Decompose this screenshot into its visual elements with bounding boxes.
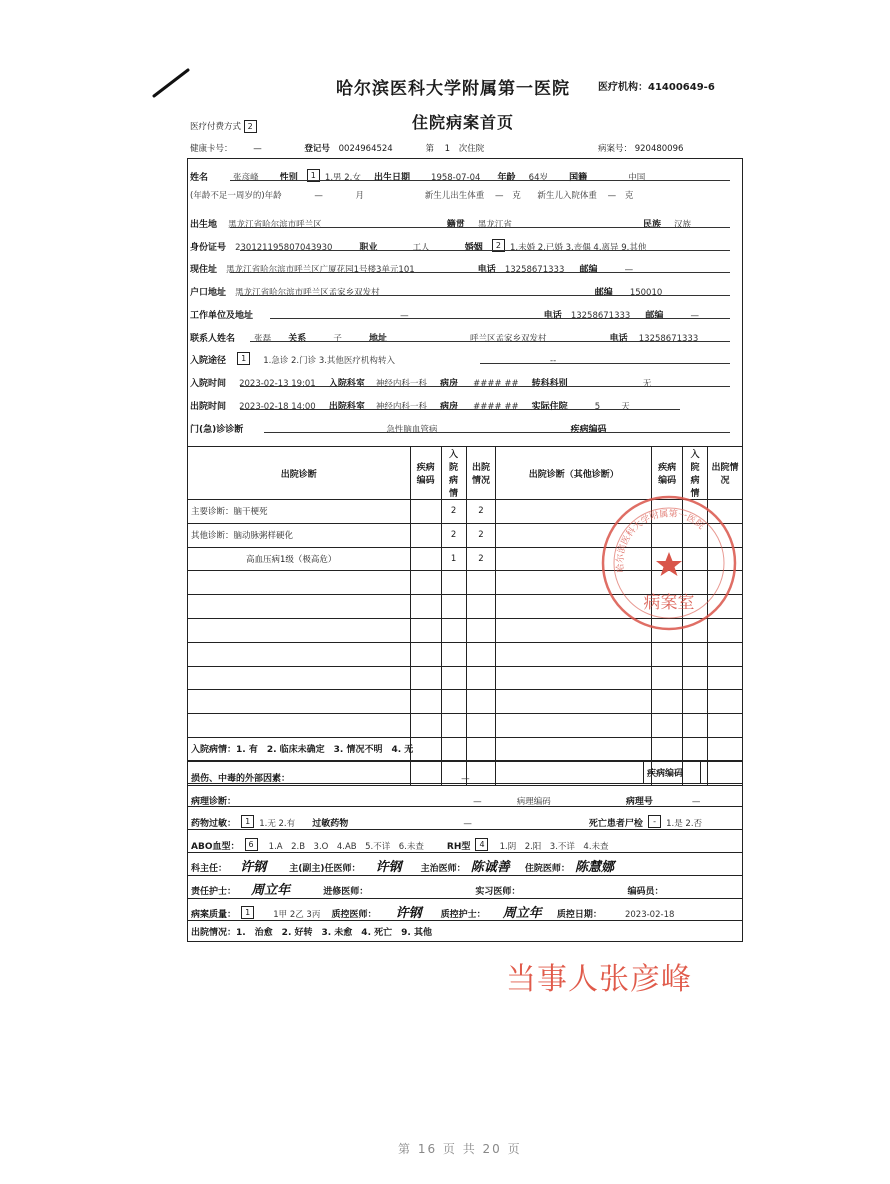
row-birthplace: 出生地 黑龙江省哈尔滨市呼兰区 籍贯 黑龙江省 民族 汉族 (190, 220, 692, 230)
form-title: 住院病案首页 (412, 113, 515, 132)
table-header: 出院诊断 疾病编码 入院病情 出院情况 出院诊断（其他诊断） 疾病编码 入院病情 出院情况 (188, 447, 743, 500)
table-row (188, 666, 743, 690)
row-contact: 联系人姓名 张磊 关系 子 地址 呼兰区孟家乡双发村 电话 13258671333 (190, 334, 699, 344)
row-clinic-diag: 门(急)诊诊断 急性脑血管病 疾病编码 (190, 425, 607, 435)
stamp-center-text: 病案室 (643, 593, 695, 613)
row-work: 工作单位及地址 — 电话 13258671333 邮编 — (190, 311, 700, 321)
row-quality: 病案质量： 1 1甲 2乙 3丙 质控医师： 许钢 质控护士： 周立年 质控日期： 2023-02-18 (191, 906, 675, 921)
row-injury: 损伤、中毒的外部因素： — (191, 774, 470, 784)
row-hukou: 户口地址 黑龙江省哈尔滨市呼兰区孟家乡双发村 邮编 150010 (190, 288, 663, 298)
stamp-star-icon (656, 552, 682, 576)
row-admit: 入院时间 2023-02-13 19:01 入院科室 神经内科一科 病房 #### ## 转科科别 无 (190, 379, 652, 389)
discharge-status-legend: 出院情况：1. 治愈 2. 好转 3. 未愈 4. 死亡 9. 其他 (191, 928, 432, 938)
row-doctors: 科主任： 许钢 主(副主)任医师： 许钢 主治医师： 陈诚善 住院医师： 陈慧娜 (191, 860, 614, 875)
pay-method: 医疗付费方式 2 (190, 120, 257, 133)
pen-mark (150, 64, 194, 100)
header-row: 健康卡号： — 登记号 0024964524 第 1 次住院 (190, 144, 485, 154)
row-allergy: 药物过敏： 1 1.无 2.有 过敏药物 — 死亡患者尸检 - 1.是 2.否 (191, 817, 703, 829)
adm-condition-legend: 入院病情：1. 有 2. 临床未确定 3. 情况不明 4. 无 (191, 745, 414, 755)
table-row (188, 642, 743, 666)
row-address: 现住址 黑龙江省哈尔滨市呼兰区广厦花园1号楼3单元101 电话 13258671333 邮编 — (190, 265, 634, 275)
table-row: 高血压病1级（极高危） 1 2 (188, 547, 743, 571)
row-nurse: 责任护士： 周立年 进修医师： 实习医师： 编码员： (191, 883, 664, 898)
row-blood: ABO血型： 6 1.A 2.B 3.O 4.AB 5.不详 6.未查 RH型 4 1.阴 2.阳 3.不详 4.未查 (191, 840, 609, 852)
table-row (188, 690, 743, 714)
page-footer: 第 16 页 共 20 页 (398, 1142, 522, 1156)
table-row: 其他诊断：脑动脉粥样硬化 2 2 (188, 523, 743, 547)
row-id: 身份证号 230121195807043930 职业 工人 婚姻 2 1.未婚 2.已婚 3.丧偶 4.离异 9.其他 (190, 241, 647, 253)
injury-code-label: 疾病编码 (647, 769, 684, 779)
row-pathology: 病理诊断： — 病理编码 病理号 — (191, 797, 701, 807)
row-name: 姓名 张彦峰 性别 1 1.男 2.女 出生日期 1958-07-04 年龄 64岁 国籍 中国 (190, 171, 646, 183)
row-infant: (年龄不足一周岁的)年龄 — 月 新生儿出生体重 — 克 新生儿入院体重 — 克 (190, 191, 634, 201)
row-discharge: 出院时间 2023-02-18 14:00 出院科室 神经内科一科 病房 #### ## 实际住院 5 天 (190, 402, 630, 412)
row-route: 入院途径 1 1.急诊 2.门诊 3.其他医疗机构转入 -- (190, 354, 557, 366)
table-row: 主要诊断：脑干梗死 2 2 (188, 500, 743, 524)
table-row (188, 714, 743, 738)
hospital-stamp (600, 494, 738, 632)
party-annotation: 当事人张彦峰 (506, 962, 692, 997)
org-code: 医疗机构：41400649-6 (598, 82, 715, 93)
stamp-ring-text: 哈尔滨医科大学附属第一医院 (615, 509, 706, 573)
hospital-name: 哈尔滨医科大学附属第一医院 (336, 79, 570, 99)
case-number: 病案号： 920480096 (598, 144, 684, 154)
